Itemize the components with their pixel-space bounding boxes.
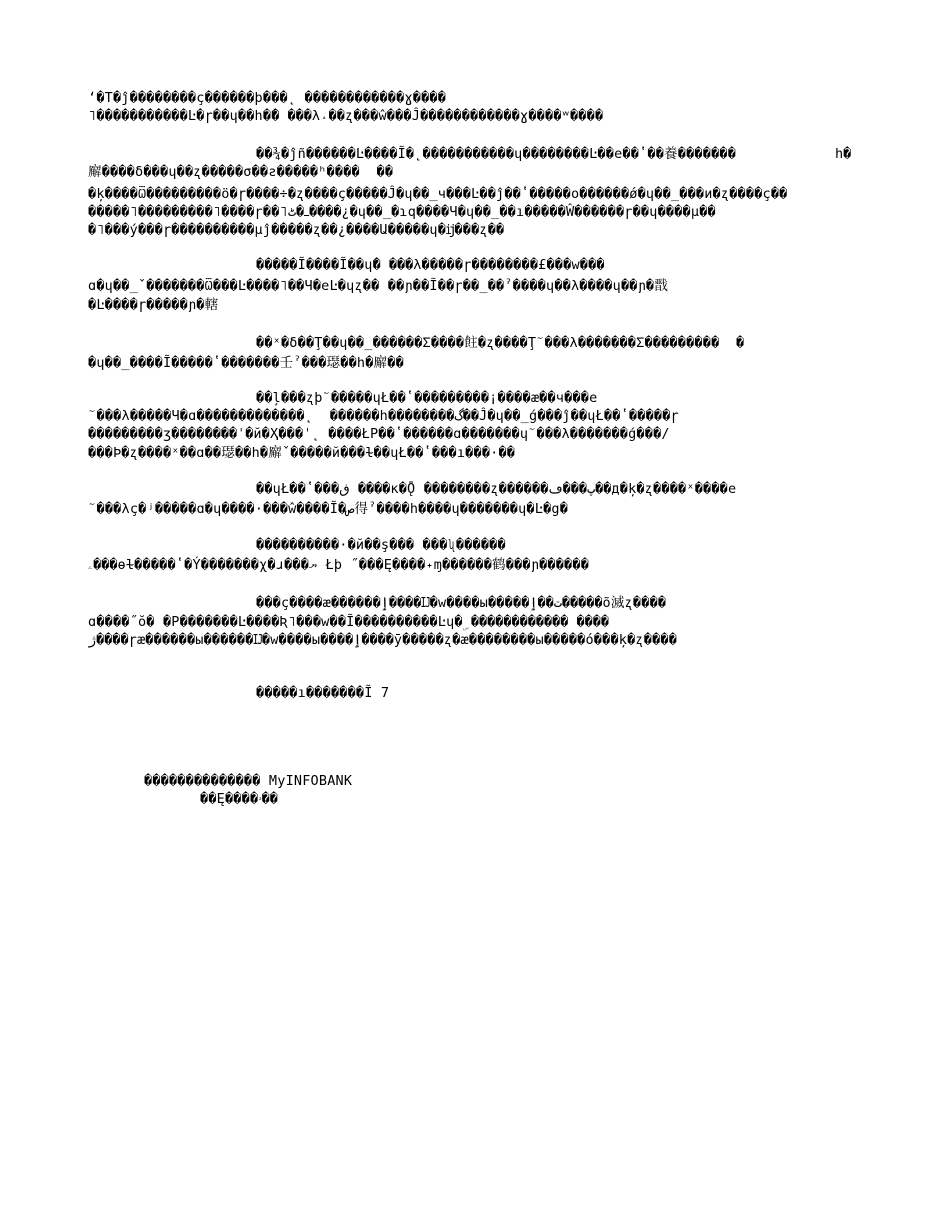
paragraph-4-line-4: ���Þ�ʐ����ˣ��ɑ��璱��h�廨ˇ�����й���ɫ��ɥŁ��ʽ���ı���·�� xyxy=(88,445,516,461)
header-line-2: ˥�����������Ŀ�ɼ��ɥ��h��ٓ ���λ˔��ʐ���ŵ���Ĵ������������ɣ����ʷ���� xyxy=(88,108,604,124)
paragraph-4-line-1: ��ļ���ʐþٓ �����ɥŁ��ʽ���������¡����æ��ч���e xyxy=(256,390,598,406)
paragraph-1-line-5: �˥���ý���ɼ����������µĵ�����ʐ��¿����Ա�����ɥ�ĳ���ʐ�� xyxy=(88,222,505,238)
header-line-1: ʻ�T�ĵ��������ç������þ���˛ ������������ɣ���� xyxy=(88,90,447,106)
paragraph-1-line-2: 廨����δ���ɥ��ʐ�����σ��ƨ�����ʰ���� �� xyxy=(88,164,394,180)
paragraph-4-line-3: ���������ʒ�����ٓ���ˈ�й�Ҳ���ˈ˛ ����ŁP��ʽ������ɑ�������ɥٓ ���λ�������ǵ���/ xyxy=(88,426,670,442)
paragraph-8-line-1: �����ı�������Ĩ 7 xyxy=(256,685,390,701)
paragraph-7-line-3: ژ����ɼæ������ы������Ĳ�w����ы����ٳ����ӯ�����ʐ�æ��������ы�����ó���ķ�ʐ���� xyxy=(88,632,678,648)
paragraph-5-line-2: ٓ ���λç�ʲ�����ɑ�ɥ����·���ŵ����Ĩ�ص得ˀ����h����ɥ�������ɥ�Ŀ�g� xyxy=(88,501,569,517)
paragraph-2-line-1: �����Ĩ����Ĩ��ɥ�ٓ ���λ�����ɼ��������£���w��� xyxy=(256,257,605,273)
paragraph-2-line-2: ɑ�ɥ��_ˇ�������Ѿ���Ŀ����˥��Ч�eĿ�ɥʐ�� ��ɲ��Ĩ��ɼ��_��ˀ����ɥ��λ����ɥ��ɲ�戬 xyxy=(88,278,668,294)
paragraph-6-line-1: ����������·�й��ş��� ���ʯ������ xyxy=(256,537,506,553)
paragraph-4-line-2: ٓ ���λ�����Ч�ɑ�������������˛ ������h��������گ��Ĵ�ɥ��_ǵ���ĵ��ɥŁ��ʽ�����ɼ xyxy=(88,408,679,424)
paragraph-2-line-3: �Ŀ����ɼ�����ɲ�轄 xyxy=(88,297,219,313)
paragraph-1-line-1: ��¾�ĵñ������Ŀ����Ĩ�˛�����������ɥ��������Ŀ��e��ʽ��養������� xyxy=(256,146,737,162)
signature-line-2: ��Ę����ۥ�� xyxy=(200,791,278,807)
paragraph-6-line-2: ۦ���ɵɫ�����ʽ�Ý�������χ�ɹ���ޔ Łþ ˝���Ę����˖ɱ������鹤���ɲ������ xyxy=(88,557,590,573)
paragraph-5-line-1: ��ɥŁ��ʽ���ڧ ����ĸ�Ǭ ��������ʐ������پ���ڡ��д�ķ�ʐ����ˣ����e xyxy=(256,481,737,497)
paragraph-7-line-2: ɑ����˝ŏ� �P�������Ŀ����Ʀ˥���w��Ĩ����������Ŀɥ�ۣ ������������ ���� xyxy=(88,614,610,630)
paragraph-1-line-4: �����˥���������˥����ɼ��˥ߺ�ٹ����¿�ɥ��_�ɿq����Ч�ɥ��_��ı�����Ŵ������ɼ��ɥ����µ�� xyxy=(88,204,716,220)
paragraph-3-line-1: ��ˣ�δ��Ţ��ɥ��_������Σ����飳�ʐ����Ţٓ ���λ�������Σ��������� � xyxy=(256,335,745,351)
signature-line-1: �������������� MyINFOBANK xyxy=(144,773,353,789)
paragraph-7-line-1: ���ç����æ������ٳ����Ĳ�w����ы�����ت��ٳ�����õ滅ʐ���� xyxy=(256,595,667,611)
paragraph-1-right-token: h� xyxy=(835,146,852,162)
paragraph-3-line-2: �ɥ��_����Ĩ�����ʽ�������壬ˀ���璱��h�廨�� xyxy=(88,355,404,371)
paragraph-1-line-3: �ķ����Ѿ���������ö�ɼ����÷�ʐ����ç�����Ĵ�ɥ��_ч���Ŀ��ĵ��ʽ�����о������ǿ�ɥ��_���и�ʐ����ç�� xyxy=(88,186,788,202)
